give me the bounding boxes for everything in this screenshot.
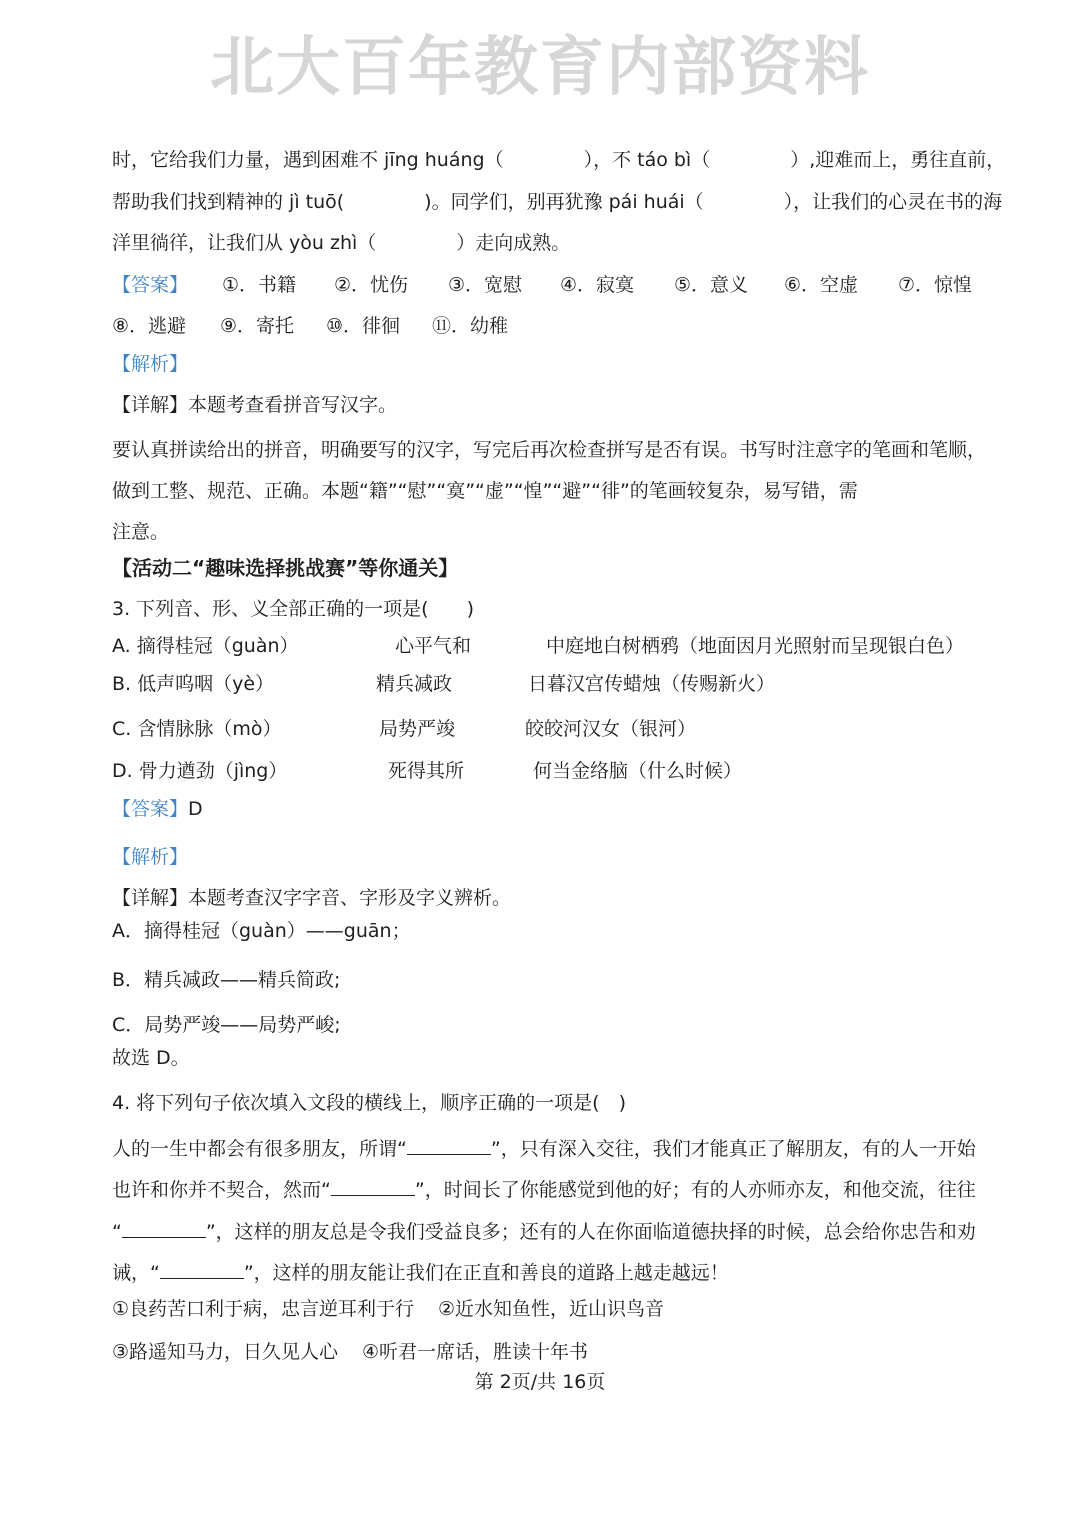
explanation-line: 故选 D。 <box>112 1047 190 1069</box>
option-d-part2: 死得其所 <box>388 760 465 782</box>
answer-item: ①．书籍 <box>222 274 297 296</box>
passage-text: ”，时间长了你能感觉到他的好；有的人亦师亦友，和他交流，往往 <box>414 1179 976 1201</box>
answer-item: ⑨．寄托 <box>220 315 295 337</box>
answer-item: ③．宽慰 <box>448 274 523 296</box>
intro-line-2 <box>112 190 1002 214</box>
analysis-label: 【解析】 <box>112 846 189 868</box>
passage-line <box>112 1260 729 1285</box>
option-c: C. 含情脉脉（mò） <box>112 718 282 740</box>
fill-blank <box>407 1136 491 1155</box>
passage-text: 诫，“ <box>112 1262 160 1284</box>
explanation-line: 做到工整、规范、正确。本题“籍”“慰”“寞”“虚”“惶”“避”“徘”的笔画较复杂，易写错，需 <box>112 480 858 502</box>
passage-line <box>112 1177 976 1202</box>
q3-answer <box>112 797 203 821</box>
fill-blank <box>160 1260 244 1279</box>
intro-text: 时，它给我们力量，遇到困难不 jīng huáng（ <box>112 149 504 171</box>
passage-line <box>112 1136 976 1161</box>
intro-text: ），不 táo bì（ <box>583 149 711 171</box>
passage-text: ”，只有深入交往，我们才能真正了解朋友，有的人一开始 <box>490 1138 976 1160</box>
option-b-part2: 精兵减政 <box>376 673 453 695</box>
detail-text: 【详解】本题考查汉字字音、字形及字义辨析。 <box>112 887 512 909</box>
answer-item: ⑪．幼稚 <box>432 315 509 337</box>
answer-label: 【答案】 <box>112 798 189 820</box>
option-a-part2: 心平气和 <box>395 635 472 657</box>
option-b-part3: 日暮汉宫传蜡烛（传赐新火） <box>528 673 776 695</box>
page-number: 第 2页/共 16页 <box>474 1371 606 1393</box>
explanation-line: A．摘得桂冠（guàn）——guān； <box>112 920 411 942</box>
choice-option: ④听君一席话，胜读十年书 <box>362 1341 589 1363</box>
answer-label: 【答案】 <box>112 274 189 296</box>
explanation-line: B．精兵减政——精兵简政; <box>112 969 341 991</box>
intro-line-3 <box>112 231 570 255</box>
fill-blank <box>331 1177 415 1196</box>
detail-text: 【详解】本题考查看拼音写汉字。 <box>112 394 398 416</box>
answer-item: ②．忧伤 <box>334 274 409 296</box>
section-heading: 【活动二“趣味选择挑战赛”等你通关】 <box>112 556 459 580</box>
intro-text: 洋里徜徉，让我们从 yòu zhì（ <box>112 232 377 254</box>
answer-item: ⑩．徘徊 <box>326 315 401 337</box>
choice-option: ②近水知鱼性，近山识鸟音 <box>438 1298 665 1320</box>
explanation-line: C．局势严竣——局势严峻; <box>112 1014 341 1036</box>
passage-line <box>112 1219 976 1244</box>
intro-text: ）,迎难而上，勇往直前， <box>790 149 1006 171</box>
option-c-part3: 皎皎河汉女（银河） <box>525 718 697 740</box>
question-stem: 4. 将下列句子依次填入文段的横线上，顺序正确的一项是( ) <box>112 1092 626 1114</box>
choice-option: ③路遥知马力，日久见人心 <box>112 1341 339 1363</box>
intro-line-1 <box>112 148 1005 172</box>
explanation-line: 要认真拼读给出的拼音，明确要写的汉字，写完后再次检查拼写是否有误。书写时注意字的笔画和笔顺， <box>112 439 987 461</box>
explanation-line: 注意。 <box>112 521 170 543</box>
answer-item: ⑦．惊惶 <box>898 274 973 296</box>
option-d-part3: 何当金络脑（什么时候） <box>533 760 743 782</box>
answer-value: D <box>188 798 203 820</box>
analysis-label: 【解析】 <box>112 353 189 375</box>
answer-item: ④．寂寞 <box>560 274 635 296</box>
choice-option: ①良药苦口利于病，忠言逆耳利于行 <box>112 1298 415 1320</box>
fill-blank <box>122 1219 206 1238</box>
answer-item: ⑥．空虚 <box>784 274 859 296</box>
passage-text: ”，这样的朋友总是令我们受益良多；还有的人在你面临道德抉择的时候，总会给你忠告和劝 <box>205 1221 976 1243</box>
intro-text: )。同学们，别再犹豫 pái huái（ <box>424 191 704 213</box>
option-a-part3: 中庭地白树栖鸦（地面因月光照射而呈现银白色） <box>546 635 965 657</box>
intro-text: ），让我们的心灵在书的海 <box>783 191 1003 213</box>
answer-item: ⑤．意义 <box>674 274 749 296</box>
option-d: D. 骨力遒劲（jìng） <box>112 760 288 782</box>
passage-text: 人的一生中都会有很多朋友，所谓“ <box>112 1138 407 1160</box>
answer-item: ⑧．逃避 <box>112 315 187 337</box>
passage-text: 也许和你并不契合，然而“ <box>112 1179 331 1201</box>
option-c-part2: 局势严竣 <box>379 718 456 740</box>
passage-text: “ <box>112 1221 122 1243</box>
watermark: 北大百年教育内部资料 <box>210 31 870 105</box>
question-stem: 3. 下列音、形、义全部正确的一项是( ) <box>112 598 474 620</box>
intro-text: 帮助我们找到精神的 jì tuō( <box>112 191 345 213</box>
option-b: B. 低声呜咽（yè） <box>112 673 275 695</box>
passage-text: ”，这样的朋友能让我们在正直和善良的道路上越走越远！ <box>243 1262 729 1284</box>
intro-text: ）走向成熟。 <box>456 232 571 254</box>
option-a: A. 摘得桂冠（guàn） <box>112 635 299 657</box>
